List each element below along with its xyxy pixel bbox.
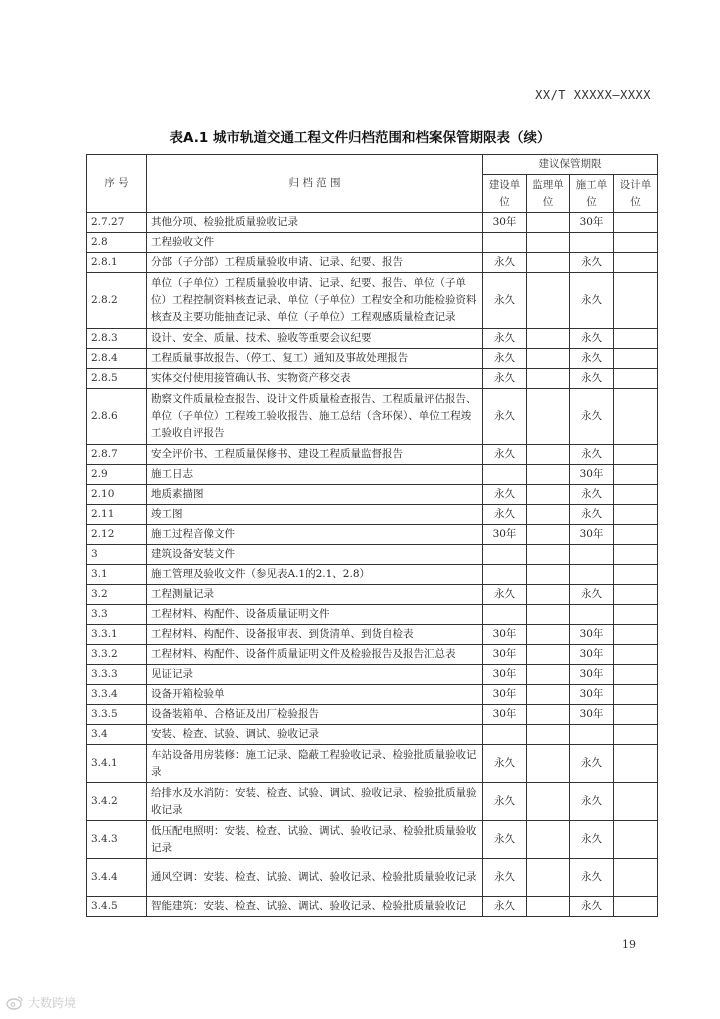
- row-period-design: [614, 349, 658, 369]
- row-period-design: [614, 859, 658, 897]
- row-period-build: 永久: [483, 859, 527, 897]
- row-number: 3.4.3: [87, 821, 147, 859]
- table-row: [87, 213, 658, 233]
- row-period-build: [483, 565, 527, 585]
- row-period-construct: 永久: [570, 821, 614, 859]
- header-supervise-unit: 监理单位: [527, 175, 570, 213]
- row-number: 2.8.1: [87, 253, 147, 273]
- archive-table-wrapper: [86, 154, 657, 917]
- row-period-supervise: [527, 665, 570, 685]
- row-period-design: [614, 645, 658, 665]
- row-period-construct: 永久: [570, 505, 614, 525]
- table-row: [87, 645, 658, 665]
- row-period-supervise: [527, 821, 570, 859]
- row-scope: 工程测量记录: [147, 585, 483, 605]
- row-scope: 建筑设备安装文件: [147, 545, 483, 565]
- row-period-design: [614, 505, 658, 525]
- row-period-supervise: [527, 859, 570, 897]
- row-number: 2.12: [87, 525, 147, 545]
- row-number: 2.8.2: [87, 273, 147, 329]
- row-period-design: [614, 783, 658, 821]
- row-period-build: 永久: [483, 897, 527, 917]
- row-period-construct: 永久: [570, 369, 614, 389]
- row-period-supervise: [527, 389, 570, 445]
- row-period-build: [483, 725, 527, 745]
- row-period-build: [483, 605, 527, 625]
- row-number: 2.8.7: [87, 445, 147, 465]
- row-period-build: 30年: [483, 625, 527, 645]
- row-scope: 工程材料、构配件、设备件质量证明文件及检验报告及报告汇总表: [147, 645, 483, 665]
- row-period-construct: 30年: [570, 645, 614, 665]
- row-number: 3.4: [87, 725, 147, 745]
- table-row: [87, 783, 658, 821]
- row-number: 3.4.1: [87, 745, 147, 783]
- row-period-supervise: [527, 445, 570, 465]
- row-period-build: 永久: [483, 273, 527, 329]
- table-row: [87, 745, 658, 783]
- row-period-build: 永久: [483, 485, 527, 505]
- header-build-unit: 建设单位: [483, 175, 527, 213]
- row-scope: 设备开箱检验单: [147, 685, 483, 705]
- row-period-design: [614, 565, 658, 585]
- row-period-design: [614, 545, 658, 565]
- row-period-design: [614, 897, 658, 917]
- row-number: 2.7.27: [87, 213, 147, 233]
- row-period-design: [614, 329, 658, 349]
- row-period-construct: [570, 545, 614, 565]
- row-scope: 竣工图: [147, 505, 483, 525]
- row-number: 3.3.3: [87, 665, 147, 685]
- row-number: 2.8.4: [87, 349, 147, 369]
- row-period-construct: 永久: [570, 585, 614, 605]
- row-period-construct: [570, 233, 614, 253]
- watermark-text: 大数跨境: [28, 996, 77, 1010]
- row-period-build: 永久: [483, 445, 527, 465]
- row-period-design: [614, 465, 658, 485]
- table-row: [87, 585, 658, 605]
- row-number: 3.4.2: [87, 783, 147, 821]
- row-period-build: 30年: [483, 685, 527, 705]
- archive-period-table: [86, 154, 658, 917]
- row-period-design: [614, 685, 658, 705]
- row-period-build: 永久: [483, 329, 527, 349]
- table-row: [87, 897, 658, 917]
- row-scope: 单位（子单位）工程质量验收申请、记录、纪要、报告、单位（子单位）工程控制资料核查记录、单位（子单位）工程安全和功能检验资料核查及主要功能抽查记录、单位（子单位）工程观感质量检查记录: [147, 273, 483, 329]
- row-period-design: [614, 273, 658, 329]
- table-row: [87, 233, 658, 253]
- table-row: [87, 685, 658, 705]
- row-period-construct: 永久: [570, 783, 614, 821]
- table-row: [87, 859, 658, 897]
- row-period-supervise: [527, 213, 570, 233]
- row-period-construct: 永久: [570, 273, 614, 329]
- row-number: 3.4.4: [87, 859, 147, 897]
- row-period-build: 永久: [483, 821, 527, 859]
- row-scope: 智能建筑：安装、检查、试验、调试、验收记录、检验批质量验收记: [147, 897, 483, 917]
- row-period-design: [614, 745, 658, 783]
- table-row: [87, 505, 658, 525]
- row-period-design: [614, 625, 658, 645]
- row-number: 2.8.6: [87, 389, 147, 445]
- row-number: 2.8.3: [87, 329, 147, 349]
- weibo-logo-icon: [6, 995, 24, 1010]
- row-number: 3.3.2: [87, 645, 147, 665]
- row-period-design: [614, 233, 658, 253]
- row-period-construct: 30年: [570, 625, 614, 645]
- row-period-construct: [570, 565, 614, 585]
- row-number: 2.10: [87, 485, 147, 505]
- row-period-construct: 永久: [570, 859, 614, 897]
- page-number: 19: [622, 938, 636, 951]
- row-scope: 施工管理及验收文件（参见表A.1的2.1、2.8）: [147, 565, 483, 585]
- table-row: [87, 485, 658, 505]
- table-row: [87, 273, 658, 329]
- row-period-design: [614, 525, 658, 545]
- row-number: 2.11: [87, 505, 147, 525]
- table-title: 表A.1 城市轨道交通工程文件归档范围和档案保管期限表（续）: [169, 130, 551, 146]
- row-number: 2.8.5: [87, 369, 147, 389]
- row-period-construct: 永久: [570, 897, 614, 917]
- row-number: 2.8: [87, 233, 147, 253]
- row-period-supervise: [527, 273, 570, 329]
- row-period-supervise: [527, 545, 570, 565]
- row-number: 3.3.5: [87, 705, 147, 725]
- row-period-design: [614, 705, 658, 725]
- row-period-build: [483, 545, 527, 565]
- row-scope: 施工日志: [147, 465, 483, 485]
- row-scope: 其他分项、检验批质量验收记录: [147, 213, 483, 233]
- table-row: [87, 565, 658, 585]
- row-period-build: 30年: [483, 213, 527, 233]
- row-period-supervise: [527, 485, 570, 505]
- row-period-construct: 30年: [570, 465, 614, 485]
- row-scope: 低压配电照明：安装、检查、试验、调试、验收记录、检验批质量验收记录: [147, 821, 483, 859]
- row-period-supervise: [527, 725, 570, 745]
- table-row: [87, 369, 658, 389]
- row-period-build: 30年: [483, 705, 527, 725]
- row-period-design: [614, 665, 658, 685]
- row-number: 3.1: [87, 565, 147, 585]
- row-scope: 安全评价书、工程质量保修书、建设工程质量监督报告: [147, 445, 483, 465]
- row-period-design: [614, 821, 658, 859]
- row-period-construct: 永久: [570, 389, 614, 445]
- table-row: [87, 349, 658, 369]
- row-period-supervise: [527, 705, 570, 725]
- row-period-supervise: [527, 625, 570, 645]
- watermark: [6, 994, 76, 1011]
- row-scope: 分部（子分部）工程质量验收申请、记录、纪要、报告: [147, 253, 483, 273]
- row-scope: 给排水及水消防：安装、检查、试验、调试、验收记录、检验批质量验收记录: [147, 783, 483, 821]
- row-period-construct: 永久: [570, 745, 614, 783]
- row-period-design: [614, 485, 658, 505]
- row-period-construct: 永久: [570, 329, 614, 349]
- row-scope: 地质素描图: [147, 485, 483, 505]
- header-construct-unit: 施工单位: [570, 175, 614, 213]
- row-period-construct: 30年: [570, 665, 614, 685]
- table-row: [87, 545, 658, 565]
- row-period-construct: 30年: [570, 525, 614, 545]
- table-row: [87, 389, 658, 445]
- row-scope: 见证记录: [147, 665, 483, 685]
- row-period-design: [614, 213, 658, 233]
- header-period-group: 建议保管期限: [483, 155, 658, 175]
- row-period-supervise: [527, 233, 570, 253]
- row-period-build: 30年: [483, 525, 527, 545]
- row-number: 3.4.5: [87, 897, 147, 917]
- row-scope: 设备装箱单、合格证及出厂检验报告: [147, 705, 483, 725]
- row-period-construct: 永久: [570, 485, 614, 505]
- table-row: [87, 665, 658, 685]
- table-row: [87, 465, 658, 485]
- row-period-build: [483, 233, 527, 253]
- row-number: 3.3: [87, 605, 147, 625]
- row-scope: 工程质量事故报告、（停工、复工）通知及事故处理报告: [147, 349, 483, 369]
- row-period-build: 永久: [483, 369, 527, 389]
- row-scope: 通风空调：安装、检查、试验、调试、验收记录、检验批质量验收记录: [147, 859, 483, 897]
- table-row: [87, 625, 658, 645]
- row-period-supervise: [527, 745, 570, 783]
- table-row: [87, 605, 658, 625]
- row-period-design: [614, 369, 658, 389]
- row-period-build: 永久: [483, 745, 527, 783]
- row-period-design: [614, 389, 658, 445]
- row-period-supervise: [527, 369, 570, 389]
- table-row: [87, 525, 658, 545]
- row-period-design: [614, 605, 658, 625]
- table-row: [87, 329, 658, 349]
- row-period-build: 永久: [483, 585, 527, 605]
- row-period-supervise: [527, 605, 570, 625]
- row-number: 3.3.1: [87, 625, 147, 645]
- row-period-design: [614, 253, 658, 273]
- row-period-construct: 30年: [570, 685, 614, 705]
- row-scope: 工程材料、构配件、设备报审表、到货清单、到货自检表: [147, 625, 483, 645]
- header-scope: 归 档 范 围: [147, 155, 483, 213]
- row-scope: 工程材料、构配件、设备质量证明文件: [147, 605, 483, 625]
- row-period-build: [483, 465, 527, 485]
- row-period-supervise: [527, 349, 570, 369]
- header-seq: 序 号: [87, 155, 147, 213]
- row-period-build: 永久: [483, 349, 527, 369]
- row-period-design: [614, 445, 658, 465]
- row-period-supervise: [527, 565, 570, 585]
- row-period-build: 永久: [483, 389, 527, 445]
- row-scope: 勘察文件质量检查报告、设计文件质量检查报告、工程质量评估报告、单位（子单位）工程竣工验收报告、施工总结（含环保）、单位工程竣工验收自评报告: [147, 389, 483, 445]
- row-period-build: 30年: [483, 645, 527, 665]
- row-period-supervise: [527, 783, 570, 821]
- table-row: [87, 725, 658, 745]
- row-scope: 实体交付使用接管确认书、实物资产移交表: [147, 369, 483, 389]
- header-design-unit: 设计单位: [614, 175, 658, 213]
- row-scope: 安装、检查、试验、调试、验收记录: [147, 725, 483, 745]
- standard-code: XX/T XXXXX—XXXX: [535, 88, 651, 102]
- row-period-construct: 永久: [570, 253, 614, 273]
- row-period-design: [614, 585, 658, 605]
- row-period-design: [614, 725, 658, 745]
- row-period-supervise: [527, 585, 570, 605]
- row-period-supervise: [527, 505, 570, 525]
- row-number: 3.3.4: [87, 685, 147, 705]
- row-period-supervise: [527, 525, 570, 545]
- row-number: 3: [87, 545, 147, 565]
- row-period-construct: 永久: [570, 349, 614, 369]
- row-period-construct: 30年: [570, 705, 614, 725]
- row-period-construct: [570, 725, 614, 745]
- row-period-build: 永久: [483, 505, 527, 525]
- table-row: [87, 705, 658, 725]
- row-period-supervise: [527, 685, 570, 705]
- row-number: 3.2: [87, 585, 147, 605]
- table-row: [87, 445, 658, 465]
- row-period-supervise: [527, 465, 570, 485]
- table-body: [87, 213, 658, 917]
- row-number: 2.9: [87, 465, 147, 485]
- row-period-construct: [570, 605, 614, 625]
- table-row: [87, 253, 658, 273]
- row-period-supervise: [527, 645, 570, 665]
- row-period-build: 永久: [483, 783, 527, 821]
- row-period-supervise: [527, 253, 570, 273]
- table-row: [87, 821, 658, 859]
- row-scope: 工程验收文件: [147, 233, 483, 253]
- row-period-construct: 永久: [570, 445, 614, 465]
- row-scope: 车站设备用房装修：施工记录、隐蔽工程验收记录、检验批质量验收记录: [147, 745, 483, 783]
- row-scope: 施工过程音像文件: [147, 525, 483, 545]
- row-period-build: 30年: [483, 665, 527, 685]
- row-period-construct: 30年: [570, 213, 614, 233]
- row-scope: 设计、安全、质量、技术、验收等重要会议纪要: [147, 329, 483, 349]
- row-period-supervise: [527, 897, 570, 917]
- row-period-build: 永久: [483, 253, 527, 273]
- row-period-supervise: [527, 329, 570, 349]
